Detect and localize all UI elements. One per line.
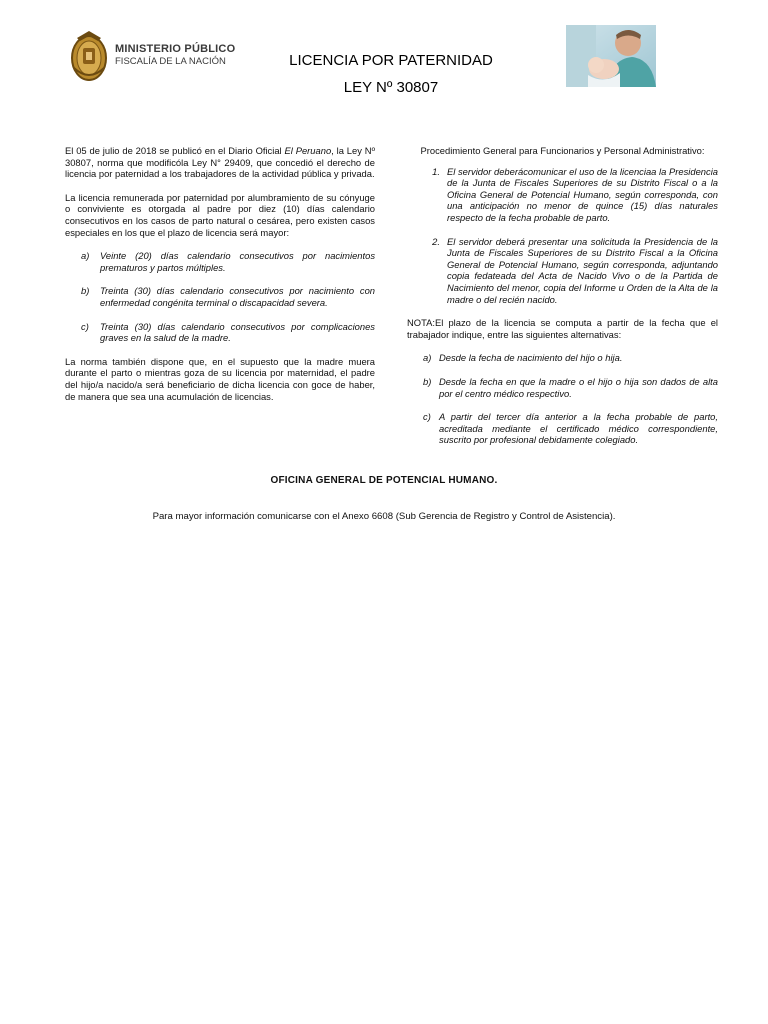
list-item: [407, 376, 718, 399]
office-name: OFICINA GENERAL DE POTENCIAL HUMANO.: [270, 475, 498, 486]
left-column: [65, 145, 375, 414]
list-item-text: Veinte (20) días calendario consecutivos por nacimientos prematuros y partos múltiples.: [100, 250, 375, 273]
license-paragraph: La licencia remunerada por paternidad por alumbramiento de su cónyuge o conviviente es otorgada al padre por diez (10) días calendario consecutivos en los casos de parto natural o cesárea, pero existen casos especiales en los que el plazo de licencia será mayor:: [65, 191, 375, 238]
page-title: LICENCIA POR PATERNIDAD: [289, 52, 493, 69]
note-paragraph: NOTA:El plazo de la licencia se computa a partir de la fecha que el trabajador indique, entre las siguientes alternativas:: [407, 317, 718, 340]
procedure-step: [407, 236, 718, 306]
step-text: El servidor deberá presentar una solicituda la Presidencia de la Junta de Fiscales Superiores de su Distrito Fiscal a la Oficina General de Potencial Humano, según corresponda, adjuntando copia fedateada del Acta de Nacido Vivo o de la Partida de Nacimiento del menor, copia del Informe u Orden de la Alta de la madre o del recién nacido.: [447, 235, 718, 305]
list-marker: a): [423, 352, 432, 364]
logo-subtitle: FISCALÍA DE LA NACIÓN: [115, 56, 226, 67]
procedure-title: Procedimiento General para Funcionarios y Personal Administrativo:: [420, 145, 705, 156]
right-column: [407, 145, 718, 458]
list-item-text: Desde la fecha de nacimiento del hijo o hija.: [439, 352, 623, 364]
list-item: [65, 250, 375, 273]
intro-paragraph: El 05 de julio de 2018 se publicó en el Diario Oficial El Peruano, la Ley Nº 30807, norma que modificóla Ley N° 29409, que concedió el derecho de licencia por paternidad a los trabajadores de la actividad pública y privada.: [65, 145, 375, 180]
list-item: [407, 411, 718, 446]
list-item: [65, 285, 375, 308]
step-text: El servidor deberácomunicar el uso de la licenciaa la Presidencia de la Junta de Fiscales Superiores de su Distrito Fiscal o a la Oficina General de Potencial Humano, según corresponda, con una anticipación no menor de quince (15) días naturales respecto de la fecha probable de parto.: [447, 165, 718, 223]
seal-emblem-icon: [68, 28, 110, 84]
logo-title: MINISTERIO PÚBLICO: [115, 43, 236, 55]
list-item-text: Treinta (30) días calendario consecutivos por nacimiento con enfermedad congénita terminal o discapacidad severa.: [100, 285, 375, 308]
list-item-text: A partir del tercer día anterior a la fecha probable de parto, acreditada mediante el certificado médico correspondiente, suscrito por profesional debidamente colegiado.: [439, 411, 718, 446]
list-marker: c): [423, 411, 431, 423]
page-subtitle: LEY Nº 30807: [343, 79, 439, 96]
list-marker: b): [81, 285, 90, 297]
newspaper-name: El Peruano: [284, 145, 332, 156]
procedure-step: [407, 166, 718, 224]
contact-info: Para mayor información comunicarse con el Anexo 6608 (Sub Gerencia de Registro y Control de Asistencia).: [152, 511, 616, 522]
list-item: [407, 352, 718, 364]
list-marker: c): [81, 320, 89, 332]
step-number: 1.: [432, 165, 440, 177]
list-item: [65, 321, 375, 344]
ministerio-publico-logo: [68, 28, 238, 86]
step-number: 2.: [432, 235, 440, 247]
father-baby-photo: [566, 25, 656, 87]
list-marker: b): [423, 375, 432, 387]
list-marker: a): [81, 250, 90, 262]
list-item-text: Treinta (30) días calendario consecutivos por complicaciones graves en la salud de la madre.: [100, 320, 375, 344]
list-item-text: Desde la fecha en que la madre o el hijo o hija son dados de alta por el centro médico respectivo.: [439, 375, 718, 399]
closing-paragraph: La norma también dispone que, en el supuesto que la madre muera durante el parto o mientras goza de su licencia por maternidad, el padre del hijo/a nacido/a será beneficiario de dicha licencia con goce de haber, de manera que sea una acumulación de licencias.: [65, 355, 375, 402]
